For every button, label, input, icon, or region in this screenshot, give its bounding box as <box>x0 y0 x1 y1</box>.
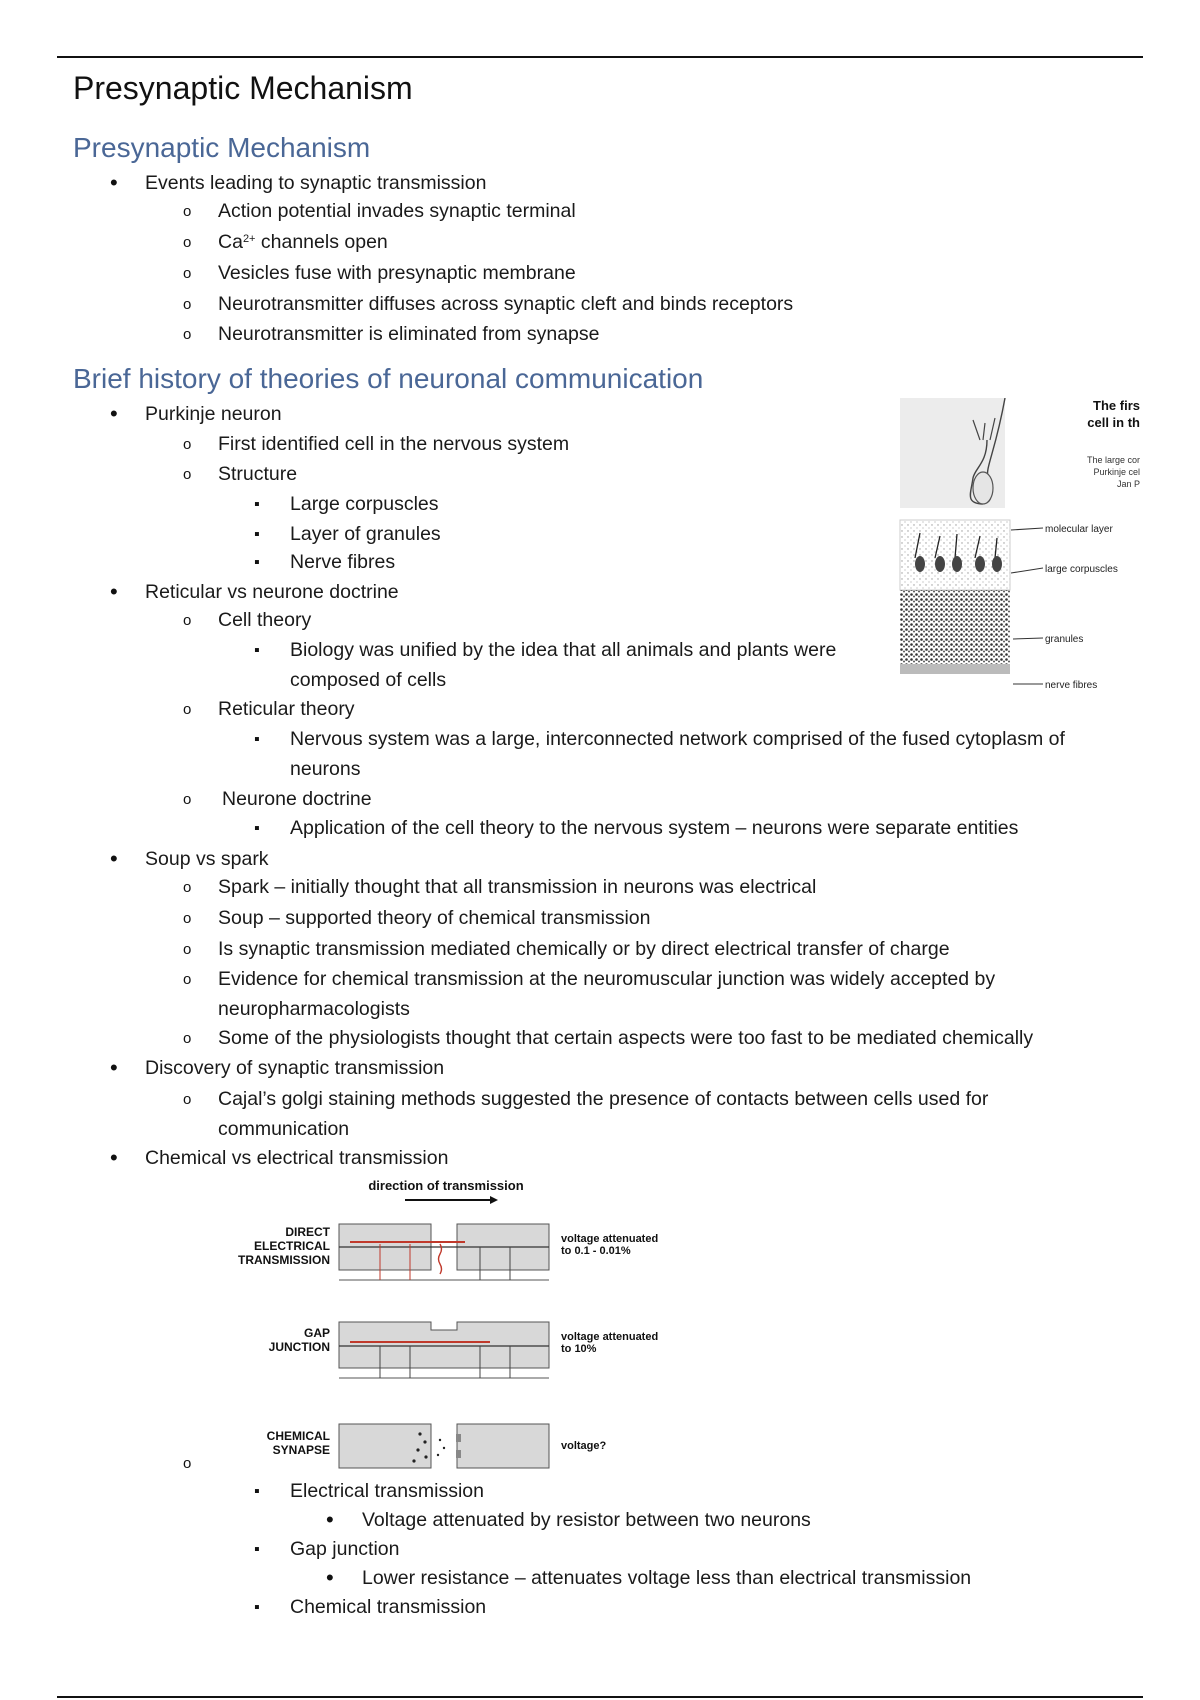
bullet <box>110 401 118 429</box>
list-item: Action potential invades synaptic terminal <box>218 200 576 222</box>
direct-electrical-note-1: voltage attenuated <box>561 1233 659 1245</box>
bullet <box>254 549 260 576</box>
list-item: Lower resistance – attenuates voltage less than electrical transmission <box>362 1567 972 1589</box>
gap-junction-note-1: voltage attenuated <box>561 1331 659 1343</box>
bullet <box>183 461 191 488</box>
list-item-continued: communication <box>218 1118 350 1140</box>
direct-electrical-label-1: DIRECT <box>285 1225 330 1239</box>
bullet <box>254 491 260 518</box>
bullet <box>326 1565 334 1593</box>
transmission-types-figure <box>200 1172 700 1472</box>
list-item: Discovery of synaptic transmission <box>145 1057 445 1079</box>
bullet <box>183 321 191 348</box>
chemical-synapse-label-2: SYNAPSE <box>272 1443 330 1457</box>
bullet <box>110 846 118 874</box>
direction-label: direction of transmission <box>368 1178 524 1193</box>
bullet <box>183 905 191 932</box>
page-title: Presynaptic Mechanism <box>73 70 413 106</box>
list-item: Neurotransmitter diffuses across synaptic cleft and binds receptors <box>218 293 794 315</box>
bullet <box>183 786 191 813</box>
gap-junction-label-2: JUNCTION <box>268 1340 330 1354</box>
label-molecular-layer: molecular layer <box>1045 524 1113 535</box>
bullet <box>183 431 191 458</box>
bullet <box>183 260 191 287</box>
bullet <box>110 170 118 198</box>
list-item: Evidence for chemical transmission at the neuromuscular junction was widely accepted by <box>218 968 996 990</box>
purkinje-cell-figure <box>895 398 1140 698</box>
direct-electrical-note-2: to 0.1 - 0.01% <box>561 1245 631 1257</box>
list-item: Cell theory <box>218 609 312 631</box>
bullet <box>254 1536 260 1563</box>
bullet <box>183 198 191 225</box>
list-item: Cajal’s golgi staining methods suggested the presence of contacts between cells used for <box>218 1088 989 1110</box>
list-item: Neurotransmitter is eliminated from synapse <box>218 323 600 345</box>
top-rule <box>57 56 1143 58</box>
bullet <box>254 521 260 548</box>
list-item: Events leading to synaptic transmission <box>145 172 487 194</box>
bullet <box>183 291 191 318</box>
chemical-synapse-label-1: CHEMICAL <box>266 1429 330 1443</box>
list-item: Chemical transmission <box>290 1596 487 1618</box>
bullet <box>183 936 191 963</box>
list-item: Spark – initially thought that all transmission in neurons was electrical <box>218 876 817 898</box>
list-item: First identified cell in the nervous system <box>218 433 570 455</box>
list-item: Neurone doctrine <box>222 788 372 810</box>
list-item: Gap junction <box>290 1538 400 1560</box>
direct-electrical-label-2: ELECTRICAL <box>254 1239 330 1253</box>
gap-junction-label-1: GAP <box>303 1326 330 1340</box>
direct-electrical-label-3: TRANSMISSION <box>237 1253 330 1267</box>
list-item: Soup – supported theory of chemical transmission <box>218 907 651 929</box>
list-item: Voltage attenuated by resistor between two neurons <box>362 1509 811 1531</box>
bullet <box>183 607 191 634</box>
list-item: Is synaptic transmission mediated chemically or by direct electrical transfer of charge <box>218 938 950 960</box>
label-granules: granules <box>1045 634 1084 645</box>
gap-junction-note-2: to 10% <box>561 1343 597 1355</box>
list-item: Large corpuscles <box>290 493 439 515</box>
figure-title-line-1: The firs <box>1093 398 1140 413</box>
list-item: Chemical vs electrical transmission <box>145 1147 449 1169</box>
bullet <box>326 1507 334 1535</box>
list-item: Application of the cell theory to the nervous system – neurons were separate entities <box>290 817 1019 839</box>
section-heading-history: Brief history of theories of neuronal communication <box>73 363 704 394</box>
bullet <box>254 815 260 842</box>
list-item: Some of the physiologists thought that certain aspects were too fast to be mediated chemically <box>218 1027 1034 1049</box>
calcium-suffix: channels open <box>255 231 388 253</box>
list-item-continued: composed of cells <box>290 669 447 691</box>
bullet <box>183 874 191 901</box>
bullet <box>183 696 191 723</box>
label-nerve-fibres: nerve fibres <box>1045 680 1098 691</box>
bullet <box>183 229 191 256</box>
bullet <box>183 1450 191 1477</box>
calcium-prefix: Ca <box>218 231 243 253</box>
figure-title-line-2: cell in th <box>1087 415 1140 430</box>
list-item: Electrical transmission <box>290 1480 484 1502</box>
list-item-continued: neurons <box>290 758 361 780</box>
list-item: Vesicles fuse with presynaptic membrane <box>218 262 576 284</box>
figure-caption-line-3: Jan P <box>1116 479 1140 489</box>
figure-caption-line-1: The large cor <box>1086 455 1140 465</box>
bullet <box>110 579 118 607</box>
section-heading-presynaptic: Presynaptic Mechanism <box>73 132 371 163</box>
bullet <box>183 1086 191 1113</box>
list-item: Nerve fibres <box>290 551 396 573</box>
list-item-continued: neuropharmacologists <box>218 998 410 1020</box>
list-item: Reticular theory <box>218 698 355 720</box>
figure-caption-line-2: Purkinje cel <box>1093 467 1140 477</box>
list-item: Structure <box>218 463 298 485</box>
chemical-synapse-note: voltage? <box>561 1440 607 1452</box>
list-item-calcium <box>218 229 388 255</box>
list-item: Layer of granules <box>290 523 441 545</box>
bullet <box>254 637 260 664</box>
list-item: Nervous system was a large, interconnected network comprised of the fused cytoplasm of <box>290 728 1065 750</box>
bullet <box>254 1594 260 1621</box>
list-item: Soup vs spark <box>145 848 269 870</box>
bullet <box>254 1478 260 1505</box>
bullet <box>110 1145 118 1173</box>
list-item: Biology was unified by the idea that all animals and plants were <box>290 639 837 661</box>
bottom-rule <box>57 1696 1143 1698</box>
calcium-charge: 2+ <box>242 233 256 245</box>
list-item: Purkinje neuron <box>145 403 282 425</box>
label-large-corpuscles: large corpuscles <box>1045 564 1118 575</box>
bullet <box>110 1055 118 1083</box>
bullet <box>183 1025 191 1052</box>
bullet <box>254 726 260 753</box>
bullet <box>183 966 191 993</box>
direction-arrow-icon <box>405 1196 498 1204</box>
list-item: Reticular vs neurone doctrine <box>145 581 399 603</box>
